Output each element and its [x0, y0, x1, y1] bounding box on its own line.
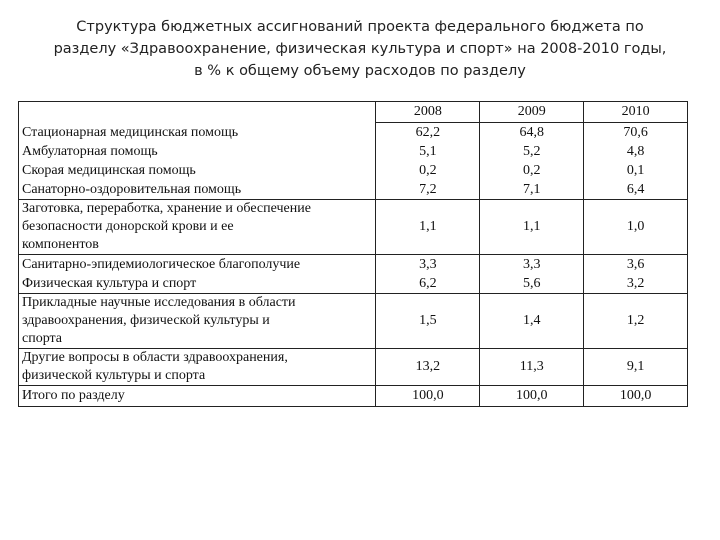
row-label: здравоохранения, физической культуры и	[22, 313, 270, 328]
table-row	[19, 349, 688, 386]
year-header: 2010	[584, 102, 688, 123]
value: 1,2	[584, 294, 688, 349]
row-label: безопасности донорской крови и ее	[22, 219, 234, 234]
row-label: Санитарно-эпидемиологическое благополучие	[22, 257, 301, 272]
value: 6,4	[626, 182, 645, 197]
total-label: Итого по разделу	[19, 386, 376, 407]
value: 7,2	[419, 182, 437, 197]
page-title	[40, 16, 680, 82]
row-label: Амбулаторная помощь	[22, 144, 158, 159]
title-line-3: в % к общему объему расходов по разделу	[194, 63, 526, 79]
budget-table	[18, 101, 688, 407]
title-line-2: разделу «Здравоохранение, физическая культура и спорт» на 2008-2010 годы,	[53, 41, 667, 57]
row-label: спорта	[22, 331, 63, 346]
group2-names-cell	[19, 255, 376, 294]
value: 5,6	[522, 276, 541, 291]
value: 1,4	[480, 294, 584, 349]
table-row	[19, 255, 688, 294]
table-header-row	[19, 102, 688, 123]
row-label: физической культуры и спорта	[22, 368, 206, 383]
total-value: 100,0	[376, 386, 480, 407]
year-header: 2008	[376, 102, 480, 123]
year-header: 2009	[480, 102, 584, 123]
row-label: Другие вопросы в области здравоохранения,	[22, 350, 288, 365]
table-row	[19, 294, 688, 349]
value: 1,0	[584, 200, 688, 255]
row-label: Стационарная медицинская помощь	[22, 125, 239, 140]
value: 0,1	[626, 163, 645, 178]
value: 5,1	[419, 144, 437, 159]
title-line-1: Структура бюджетных ассигнований проекта федерального бюджета по	[76, 19, 644, 35]
table-row	[19, 200, 688, 255]
row-label: Санаторно-оздоровительная помощь	[22, 182, 242, 197]
row-label: Скорая медицинская помощь	[22, 163, 196, 178]
group1-2009-cell	[480, 123, 584, 200]
group1-2008-cell	[376, 123, 480, 200]
row-label: Заготовка, переработка, хранение и обеспечение	[22, 201, 311, 216]
group2-2008-cell	[376, 255, 480, 294]
value: 70,6	[623, 125, 648, 140]
blood-label-cell	[19, 200, 376, 255]
group2-2010-cell	[584, 255, 688, 294]
value: 6,2	[419, 276, 437, 291]
value: 1,1	[480, 200, 584, 255]
value: 0,2	[522, 163, 541, 178]
value: 11,3	[480, 349, 584, 386]
row-label: Прикладные научные исследования в области	[22, 295, 296, 310]
value: 3,3	[419, 257, 437, 272]
value: 1,1	[376, 200, 480, 255]
other-label-cell	[19, 349, 376, 386]
value: 3,3	[522, 257, 541, 272]
value: 64,8	[519, 125, 544, 140]
row-label: Физическая культура и спорт	[22, 276, 197, 291]
value: 1,5	[376, 294, 480, 349]
value: 0,2	[419, 163, 437, 178]
value: 9,1	[584, 349, 688, 386]
total-value: 100,0	[480, 386, 584, 407]
value: 3,6	[626, 257, 645, 272]
group1-names-cell	[19, 102, 376, 200]
value: 62,2	[415, 125, 441, 140]
value: 7,1	[522, 182, 541, 197]
total-value: 100,0	[584, 386, 688, 407]
value: 13,2	[376, 349, 480, 386]
value: 4,8	[626, 144, 645, 159]
table-row-total	[19, 386, 688, 407]
value: 3,2	[626, 276, 645, 291]
group1-2010-cell	[584, 123, 688, 200]
group2-2009-cell	[480, 255, 584, 294]
row-label: компонентов	[22, 237, 99, 252]
research-label-cell	[19, 294, 376, 349]
value: 5,2	[522, 144, 541, 159]
